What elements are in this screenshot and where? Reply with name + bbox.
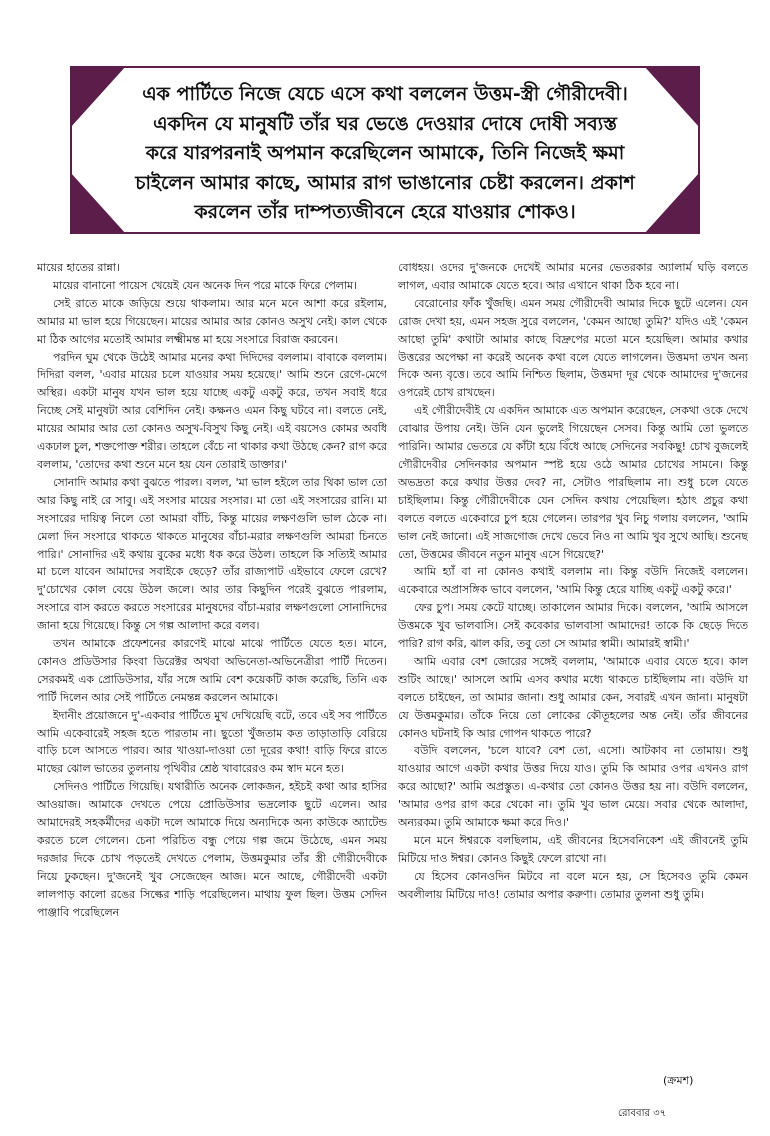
- continued-marker: (ক্রমশ): [663, 1074, 694, 1087]
- article-column-right: [398, 259, 748, 1069]
- corner-ornament-top-left: [70, 66, 126, 128]
- pull-quote-line: করে যারপরনাই অপমান করেছিলেন আমাকে, তিনি নিজেই ক্ষমা: [145, 142, 625, 164]
- paragraph: বেরোনোর ফাঁক খুঁজছি। এমন সময় গৌরীদেবী আমার দিকে ছুটে এলেন। যেন রোজ দেখা হয়, এমন সহজ সুরে বললেন, 'কেমন আছো তুমি?' যদিও এই 'কেমন আছো তুমি' কথাটা আমার কাছে বিদ্রুপের মতো মনে হয়েছিল। আমার কথার উত্তরের অপেক্ষা না করেই অনেক কথা বলে যেতে লাগলেন। উত্তমদা তখন অন্য দিকে অন্য বৃত্তে। তবে আমি নিশ্চিত ছিলাম, উত্তমদা দূর থেকে আমাদের দু'জনের ওপরেই চোখ রাখছেন।: [398, 296, 748, 400]
- paragraph: এই গৌরীদেবীই যে একদিন আমাকে এত অপমান করেছেন, সেকথা ওকে দেখে বোঝার উপায় নেই। উনি যেন ভুলেই গিয়েছেন সেসব। কিন্তু আমি তো ভুলতে পারিনি। আমার ভেতরে যে কাঁটা হয়ে বিঁধে আছে সেদিনের সবকিছু! চোখ বুজলেই গৌরীদেবীর সেদিনকার অপমান স্পষ্ট হয়ে ওঠে আমার চোখের সামনে। কিন্তু অভদ্রতা করে কথার উত্তর দেব? না, সেটাও পারছিলাম না। শুধু চলে যেতে চাইছিলাম। কিন্তু গৌরীদেবীকে যেন সেদিন কথায় পেয়েছিল। হঠাৎ প্রচুর কথা বলতে বলতে একেবারে চুপ হয়ে গেলেন। তারপর খুব নিচু গলায় বললেন, 'আমি ভাল নেই জানো। এই সাজগোজ দেখে ভেবে নিও না আমি খুব সুখে আছি। শুনেছ তো, উত্তমের জীবনে নতুন মানুষ এসে গিয়েছে?': [398, 404, 748, 561]
- paragraph: মায়ের হাতের রান্না।: [37, 261, 120, 274]
- paragraph: সোনাদি আমার কথা বুঝতে পারল। বলল, 'মা ভাল হইলে তার থিকা ভাল তো আর কিছু নাই রে সাবু। এই সংসার মায়ের সংসার। মা তো এই সংসারের রানি। মা সংসারের দায়িত্ব নিলে তো আমরা বাঁচি, কিন্তু মায়ের লক্ষণগুলি ভাল ঠেকে না। মেলা দিন সংসারে থাকতে থাকতে মানুষের বাঁচা-মরার লক্ষণগুলি আমরা চিনতে পারি।' সোনাদির এই কথায় বুকের মধ্যে ধক করে উঠল। তাহলে কি সত্যিই আমার মা চলে যাবেন আমাদের সবাইকে ছেড়ে? তাঁর রাজ্যপাট এইভাবে ফেলে রেখে? দু'চোখের কোল বেয়ে উঠল জলে। আর তার কিছুদিন পরেই বুঝতে পারলাম, সংসারে বাস করতে করতে সংসারের মানুষদের বাঁচা-মরার লক্ষণগুলো সোনাদিদের জানা হয়ে গিয়েছে। কিন্তু সে গল্প আলাদা করে বলব।: [37, 475, 387, 633]
- pull-quote-line: এক পার্টিতে নিজে যেচে এসে কথা বললেন উত্তম-স্ত্রী গৌরীদেবী।: [142, 83, 628, 105]
- pull-quote-line: একদিন যে মানুষটি তাঁর ঘর ভেঙে দেওয়ার দোষে দোষী সব্যস্ত: [153, 112, 617, 135]
- corner-ornament-bottom-left: [70, 172, 126, 234]
- paragraph: পরদিন ঘুম থেকে উঠেই আমার মনের কথা দিদিদের বললাম। বাবাকে বললাম। দিদিরা বলল, 'এবার মায়ের চলে যাওয়ার সময় হয়েছে।' আমি শুনে রেগে-মেগে অস্থির। একটা মানুষ যখন ভাল হয়ে যাচ্ছে একটু একটু করে, তখন সবাই ধরে নিচ্ছে সেই মানুষটা আর বেশিদিন নেই। কক্ষনও এমন কিছু ঘটবে না। বলতে নেই, মায়ের আমার আর তো কোনও অসুখ-বিসুখ কিছু নেই। এই বয়সেও কোমর অবধি একঢাল চুল, শক্তপোক্ত শরীর। তাহলে বেঁচে না থাকার কথা উঠছে কেন? রাগ করে বললাম, 'তোদের কথা শুনে মনে হয় যেন তোরাই ডাক্তার।': [37, 350, 387, 471]
- paragraph: আমি এবার বেশ জোরের সঙ্গেই বললাম, 'আমাকে এবার যেতে হবে। কাল শুটিং আছে।' আসলে আমি এসব কথার মধ্যে থাকতে চাইছিলাম না। বউদি যা বলতে চাইছেন, তা আমার জানা। শুধু আমার কেন, সবারই এখন জানা। মানুষটা যে উত্তমকুমার। তাঁকে নিয়ে তো লোকের কৌতূহলের অন্ত নেই। তাঁর জীবনের কোনও ঘটনাই কি আর গোপন থাকতে পারে?: [398, 654, 748, 740]
- paragraph: যে হিসেব কোনওদিন মিটবে না বলে মনে হয়, সে হিসেবও তুমি কেমন অবলীলায় মিটিয়ে দাও! তোমার অপার করুণা। তোমার তুলনা শুধু তুমি।: [398, 869, 748, 901]
- page-footer: রোববার ৩৭: [618, 1108, 667, 1119]
- pull-quote-text: [124, 80, 646, 228]
- article-column-left: [37, 259, 387, 1069]
- paragraph: ফের চুপ। সময় কেটে যাচ্ছে। তাকালেন আমার দিকে। বললেন, 'আমি আসলে উত্তমকে খুব ভালবাসি। সেই কবেকার ভালবাসা আমাদের! তাকে কি ছেড়ে দিতে পারি? রাগ করি, ঝাল করি, তবু তো সে আমার স্বামী। আমারই স্বামী।': [398, 601, 748, 651]
- paragraph: সেই রাতে মাকে জড়িয়ে শুয়ে থাকলাম। আর মনে মনে আশা করে রইলাম, আমার মা ভাল হয়ে গিয়েছেন। মায়ের আমার আর কোনও অসুখ নেই। কাল থেকে মা ঠিক আগের মতোই আমার লক্ষ্মীমন্ত মা হয়ে সংসারে বিরাজ করবেন।: [37, 296, 387, 346]
- paragraph: আমি হ্যাঁ বা না কোনও কথাই বললাম না। কিন্তু বউদি নিজেই বললেন। একেবারে অপ্রাসঙ্গিক ভাবে বললেন, 'আমি কিন্তু হেরে যাচ্ছি একটু একটু করে।': [398, 565, 748, 597]
- paragraph: মায়ের বানানো পায়েস খেয়েই যেন অনেক দিন পরে মাকে ফিরে পেলাম।: [53, 278, 357, 292]
- pull-quote-line: চাইলেন আমার কাছে, আমার রাগ ভাঙানোর চেষ্টা করলেন। প্রকাশ: [135, 171, 635, 194]
- paragraph: মনে মনে ঈশ্বরকে বলছিলাম, এই জীবনের হিসেবনিকেশ এই জীবনেই তুমি মিটিয়ে দাও ঈশ্বর। কোনও কিছুই ফেলে রাখো না।: [398, 834, 748, 865]
- paragraph: ইদানীং প্রয়োজনে দু'-একবার পার্টিতে মুখ দেখিয়েছি বটে, তবে এই সব পার্টিতে আমি একেবারেই সহজ হতে পারতাম না। ছুতো খুঁজতাম কত তাড়াতাড়ি বেরিয়ে বাড়ি চলে আসতে পারব। আর খাওয়া-দাওয়া তো দূরের কথা! বাড়ি ফিরে রাতে মাছের ঝোল ভাতের তুলনায় পৃথিবীর শ্রেষ্ঠ খাবারেরও কম স্বাদ মনে হত।: [37, 708, 387, 776]
- paragraph: বোধহয়। ওদের দু'জনকে দেখেই আমার মনের ভেতরকার অ্যালার্ম ঘড়ি বলতে লাগল, এবার আমাকে যেতে হবে। আর এখানে থাকা ঠিক হবে না।: [398, 261, 748, 292]
- paragraph: বউদি বললেন, 'চলে যাবে? বেশ তো, এসো। আটকাব না তোমায়। শুধু যাওয়ার আগে একটা কথার উত্তর দিয়ে যাও। তুমি কি আমার ওপর এখনও রাগ করে আছো?' আমি অপ্রস্তুত। এ-কথার তো কোনও উত্তর হয় না। বউদি বললেন, 'আমার ওপর রাগ করে থেকো না। তুমি খুব ভাল মেয়ে। সবার থেকে আলাদা, অন্যরকম। তুমি আমাকে ক্ষমা করে দিও।': [398, 744, 748, 830]
- corner-ornament-top-right: [644, 66, 700, 128]
- paragraph: সেদিনও পার্টিতে গিয়েছি। যথারীতি অনেক লোকজন, হইচই কথা আর হাসির আওয়াজ। আমাকে দেখতে পেয়ে প্রোডিউসার ভদ্রলোক ছুটে এলেন। আর আমাদেরই সহকর্মীদের একটা দলে আমাকে দিয়ে অন্যদিকে অন্য কাউকে অ্যাটেন্ড করতে চলে গেলেন। চেনা পরিচিত বন্ধু পেয়ে গল্প জমে উঠেছে, এমন সময় দরজার দিকে চোখ পড়তেই দেখতে পেলাম, উত্তমকুমার তাঁর স্ত্রী গৌরীদেবীকে নিয়ে ঢুকছেন। দু'জনেই খুব সেজেছেন আজ। মনে আছে, গৌরীদেবী একটা লালপাড় কালো রঙের সিল্কের শাড়ি পরেছিলেন। মাথায় ফুল ছিল। উত্তম সেদিন পাঞ্জাবি পরেছিলেন: [37, 780, 387, 919]
- corner-ornament-bottom-right: [644, 172, 700, 234]
- pull-quote-box: [70, 66, 700, 234]
- paragraph: তখন আমাকে প্রফেশনের কারণেই মাঝে মাঝে পার্টিতে যেতে হত। মানে, কোনও প্রডিউসার কিংবা ডিরেক্টর অথবা অভিনেতা-অভিনেত্রীরা পার্টি দিতেন। সেরকমই এক প্রোডিউসার, যাঁর সঙ্গে আমি বেশ কয়েকটি কাজ করেছি, তিনি এক পার্টি দিলেন আর সেই পার্টিতে নেমন্তন্ন করলেন আমাকে।: [37, 637, 387, 704]
- pull-quote-line: করলেন তাঁর দাম্পত্যজীবনে হেরে যাওয়ার শোকও।: [194, 201, 576, 223]
